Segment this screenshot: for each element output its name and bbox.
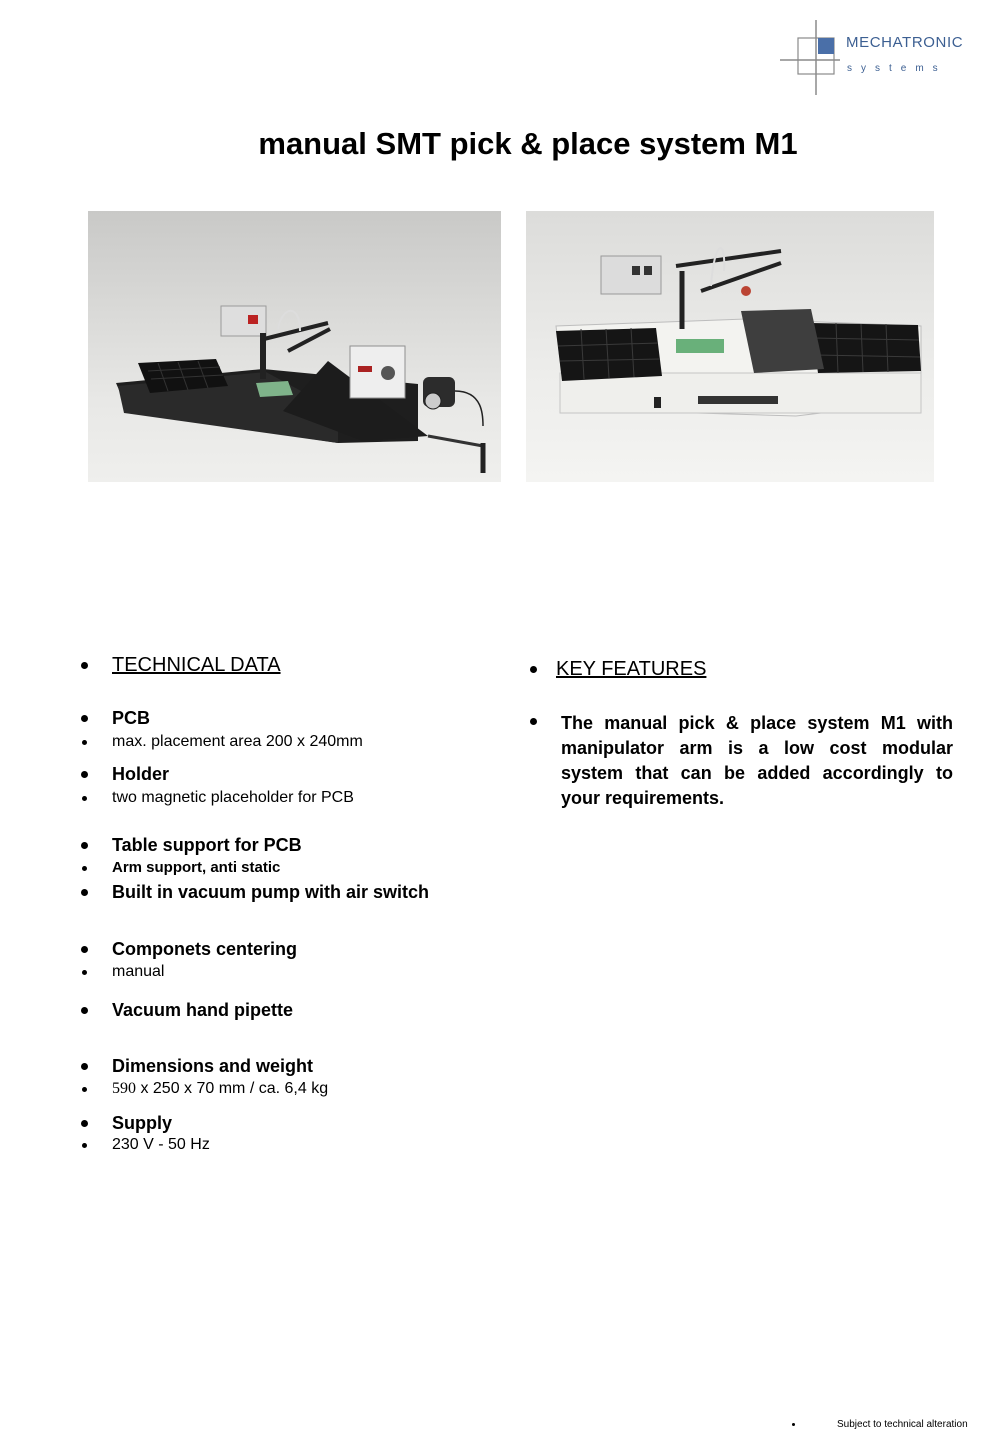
logo-name: MECHATRONIC xyxy=(846,34,964,51)
technical-data-heading: TECHNICAL DATA xyxy=(112,654,281,676)
footer-note: Subject to technical alteration xyxy=(837,1419,968,1430)
key-features-heading: KEY FEATURES xyxy=(556,658,707,680)
arm-support-label: Arm support, anti static xyxy=(112,859,281,876)
table-support-label: Table support for PCB xyxy=(112,835,302,855)
pipette-label: Vacuum hand pipette xyxy=(112,1000,294,1020)
bullet-icon xyxy=(82,866,87,871)
dimensions-rest: x 250 x 70 mm / ca. 6,4 kg xyxy=(136,1080,329,1097)
pcb-value: max. placement area 200 x 240mm xyxy=(112,733,363,750)
company-logo xyxy=(780,20,980,95)
centering-value: manual xyxy=(112,963,165,980)
vacuum-pump-label: Built in vacuum pump with air switch xyxy=(112,882,430,902)
dimensions-value xyxy=(112,1080,328,1098)
bullet-icon xyxy=(81,842,88,849)
bullet-icon xyxy=(81,1007,88,1014)
holder-label: Holder xyxy=(112,764,170,784)
supply-label: Supply xyxy=(112,1113,173,1133)
bullet-icon xyxy=(81,889,88,896)
product-photo-right xyxy=(526,211,934,482)
holder-value: two magnetic placeholder for PCB xyxy=(112,789,354,806)
pcb-label: PCB xyxy=(112,708,151,728)
bullet-icon xyxy=(81,1120,88,1127)
bullet-icon xyxy=(530,718,537,725)
product-photo-left xyxy=(88,211,501,482)
bullet-icon xyxy=(81,1063,88,1070)
supply-value: 230 V - 50 Hz xyxy=(112,1136,210,1153)
logo-sub: systems xyxy=(847,63,947,74)
bullet-icon xyxy=(82,1087,87,1092)
bullet-icon xyxy=(81,715,88,722)
bullet-icon xyxy=(82,970,87,975)
bullet-icon xyxy=(81,662,88,669)
dimensions-label: Dimensions and weight xyxy=(112,1056,314,1076)
bullet-icon xyxy=(81,946,88,953)
bullet-icon xyxy=(82,740,87,745)
bullet-icon xyxy=(530,666,537,673)
key-features-text: The manual pick & place system M1 with manipulator arm is a low cost modular system that can be added accordingly to your requirements. xyxy=(561,713,953,808)
bullet-icon xyxy=(82,796,87,801)
dimensions-length: 590 xyxy=(112,1080,136,1097)
centering-label: Componets centering xyxy=(112,939,298,959)
bullet-icon xyxy=(81,771,88,778)
page-title: manual SMT pick & place system M1 xyxy=(258,126,798,161)
bullet-icon xyxy=(792,1423,795,1426)
bullet-icon xyxy=(82,1143,87,1148)
